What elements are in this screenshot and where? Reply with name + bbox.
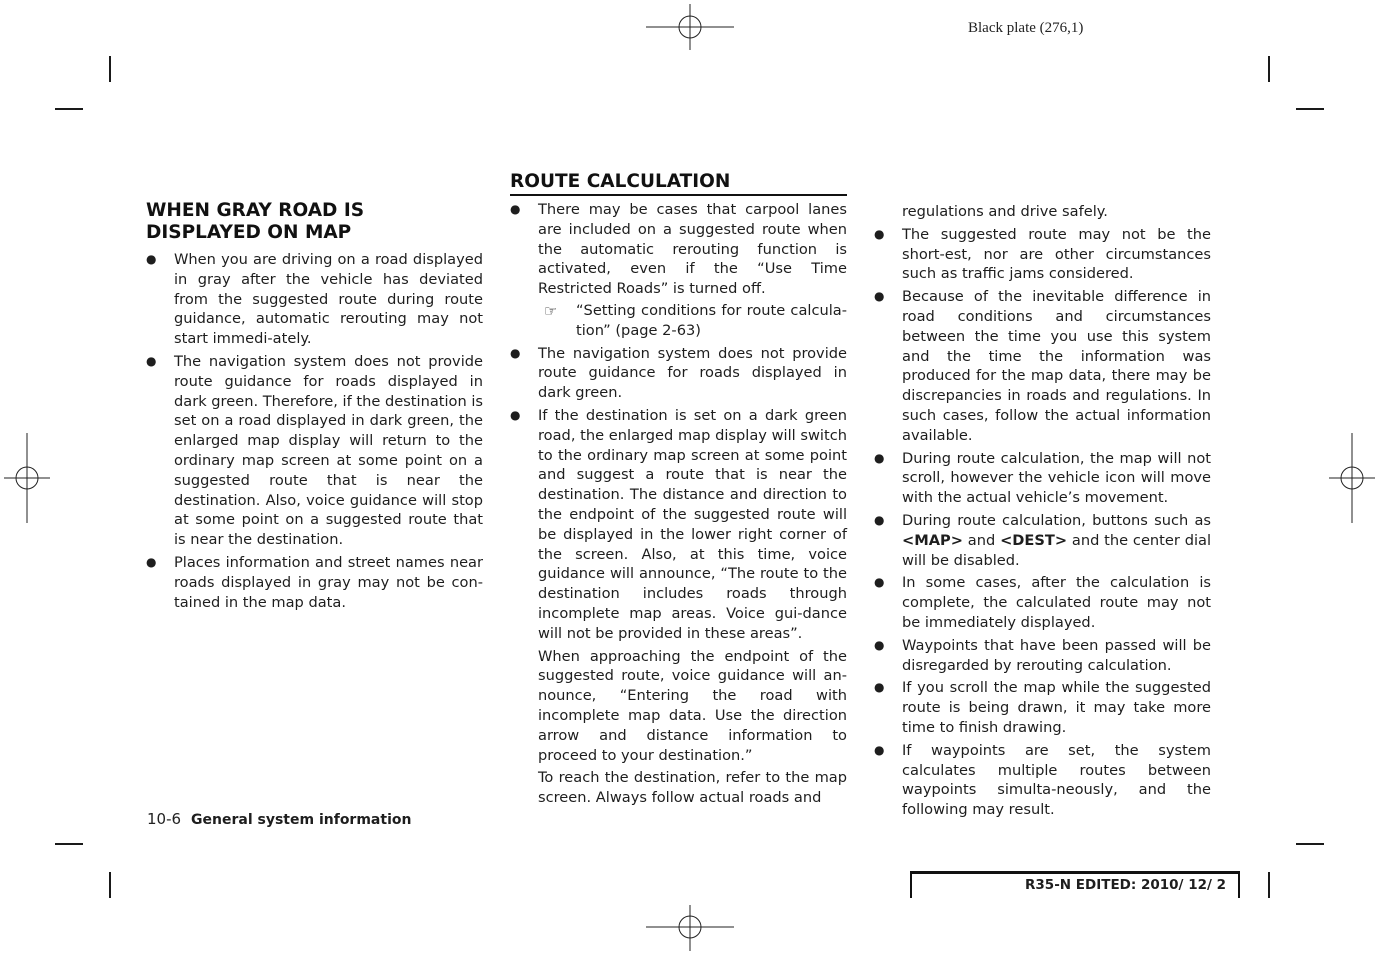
list-item: ● During route calculation, buttons such as <MAP> and <DEST> and the center dial will be disabled. (874, 511, 1212, 569)
paragraph-reach-destination: To reach the destination, refer to the map screen. Always follow actual roads and (538, 769, 847, 807)
list-item: ● When you are driving on a road displayed in gray after the vehicle has deviated from the suggested route during route guidance, automatic rerouting may not start immedi-ately. (146, 251, 483, 348)
list-item: ● Places information and street names near roads displayed in gray may not be con-tained in the map data. (146, 553, 483, 611)
list-item: ● The navigation system does not provide route guidance for roads displayed in dark green. (510, 344, 847, 402)
section-heading-route-calculation: ROUTE CALCULATION (510, 171, 847, 196)
bullet-icon: ● (146, 554, 157, 569)
right-bullet-list (874, 225, 1211, 820)
crop-mark-tl-h (55, 108, 83, 110)
registration-mark-left (4, 433, 50, 523)
bullet-icon: ● (874, 450, 885, 465)
crop-mark-br-v (1268, 872, 1270, 898)
crop-mark-bl-v (109, 872, 111, 898)
registration-mark-right (1329, 433, 1375, 523)
map-button-label: <MAP> (902, 531, 963, 549)
bullet-icon: ● (874, 680, 885, 695)
bullet-icon: ● (874, 637, 885, 652)
bullet-icon: ● (510, 202, 521, 216)
list-item: ● If you scroll the map while the suggested route is being drawn, it may take more time to finish drawing. (874, 679, 1211, 736)
bullet-icon: ● (146, 353, 157, 368)
bullet-icon: ● (874, 512, 885, 527)
bullet-icon: ● (510, 345, 521, 360)
list-item: ● The navigation system does not provide route guidance for roads displayed in dark green. Therefore, if the destination is set on a road displayed in dark green, the enlarged map display will return to the ordinary map screen at some point on a suggested route that is near the destination. Also, voice guidance will stop at some point on a suggested route that is near the destination. (146, 352, 484, 549)
registration-mark-top (646, 4, 736, 50)
gray-road-bullet-list (146, 250, 483, 612)
bullet-icon: ● (146, 252, 157, 266)
right-column (874, 202, 1211, 823)
list-item: ● Because of the inevitable difference in road conditions and circumstances between the time you use this system and the time the information was produced for the map data, there may be discrepancies in roads and regulations. In such cases, follow the actual information available. (874, 288, 1211, 444)
list-item: ● In some cases, after the calculation is complete, the calculated route may not be immediately displayed. (874, 574, 1211, 631)
continued-text: regulations and drive safely. (902, 203, 1108, 220)
crop-mark-br-h (1296, 843, 1324, 845)
route-calculation-bullet-list (510, 200, 847, 299)
paragraph-approaching-endpoint: When approaching the endpoint of the suggested route, voice guidance will an-nounce, “Entering the road with incomplete map data. Use the direction arrow and distance information to proceed to your destination.” (538, 647, 847, 764)
route-calculation-bullet-list-2 (510, 344, 847, 644)
section-title: General system information (191, 812, 412, 828)
page-footer (147, 810, 411, 828)
plate-label: Black plate (276,1) (968, 20, 1084, 36)
crop-mark-tr-h (1296, 108, 1324, 110)
middle-column (510, 171, 847, 811)
bullet-icon: ● (510, 407, 521, 422)
crop-mark-tl-v (109, 56, 111, 82)
list-item: ● During route calculation, the map will not scroll, however the vehicle icon will move with the actual vehicle’s movement. (874, 449, 1211, 507)
dest-button-label: <DEST> (1000, 531, 1068, 549)
list-item: ● Waypoints that have been passed will be disregarded by rerouting calculation. (874, 636, 1211, 674)
edited-stamp: R35-N EDITED: 2010/ 12/ 2 (910, 871, 1240, 898)
page-number: 10-6 (147, 810, 182, 828)
bullet-icon: ● (874, 575, 885, 590)
list-item: ● If waypoints are set, the system calculates multiple routes between waypoints simulta-neously, and the following may result. (874, 741, 1211, 819)
list-item: ● The suggested route may not be the short-est, nor are other circumstances such as traffic jams considered. (874, 225, 1211, 283)
bullet-icon: ● (874, 226, 885, 241)
pointing-hand-icon: ☞ (544, 301, 558, 320)
bullet-icon: ● (874, 289, 885, 304)
crop-mark-tr-v (1268, 56, 1270, 82)
crop-mark-bl-h (55, 843, 83, 845)
page-reference: ☞ “Setting conditions for route calcula-tion” (page 2-63) (544, 301, 847, 339)
left-column (146, 200, 483, 615)
section-heading-gray-road: WHEN GRAY ROAD IS DISPLAYED ON MAP (146, 200, 365, 243)
list-item: ● If the destination is set on a dark green road, the enlarged map display will switch to the ordinary map screen at some point and suggest a route that is near the destination. The distance and direction to the endpoint of the suggested route will be displayed in the lower right corner of the screen. Also, at this time, voice guidance will announce, “The route to the destination includes roads through incomplete map areas. Voice gui-dance will not be provided in these areas”. (510, 406, 847, 642)
list-item: ● There may be cases that carpool lanes are included on a suggested route when the automatic rerouting function is activated, even if the “Use Time Restricted Roads” is turned off. (510, 201, 847, 298)
registration-mark-bottom (646, 905, 736, 951)
bullet-icon: ● (874, 742, 885, 757)
